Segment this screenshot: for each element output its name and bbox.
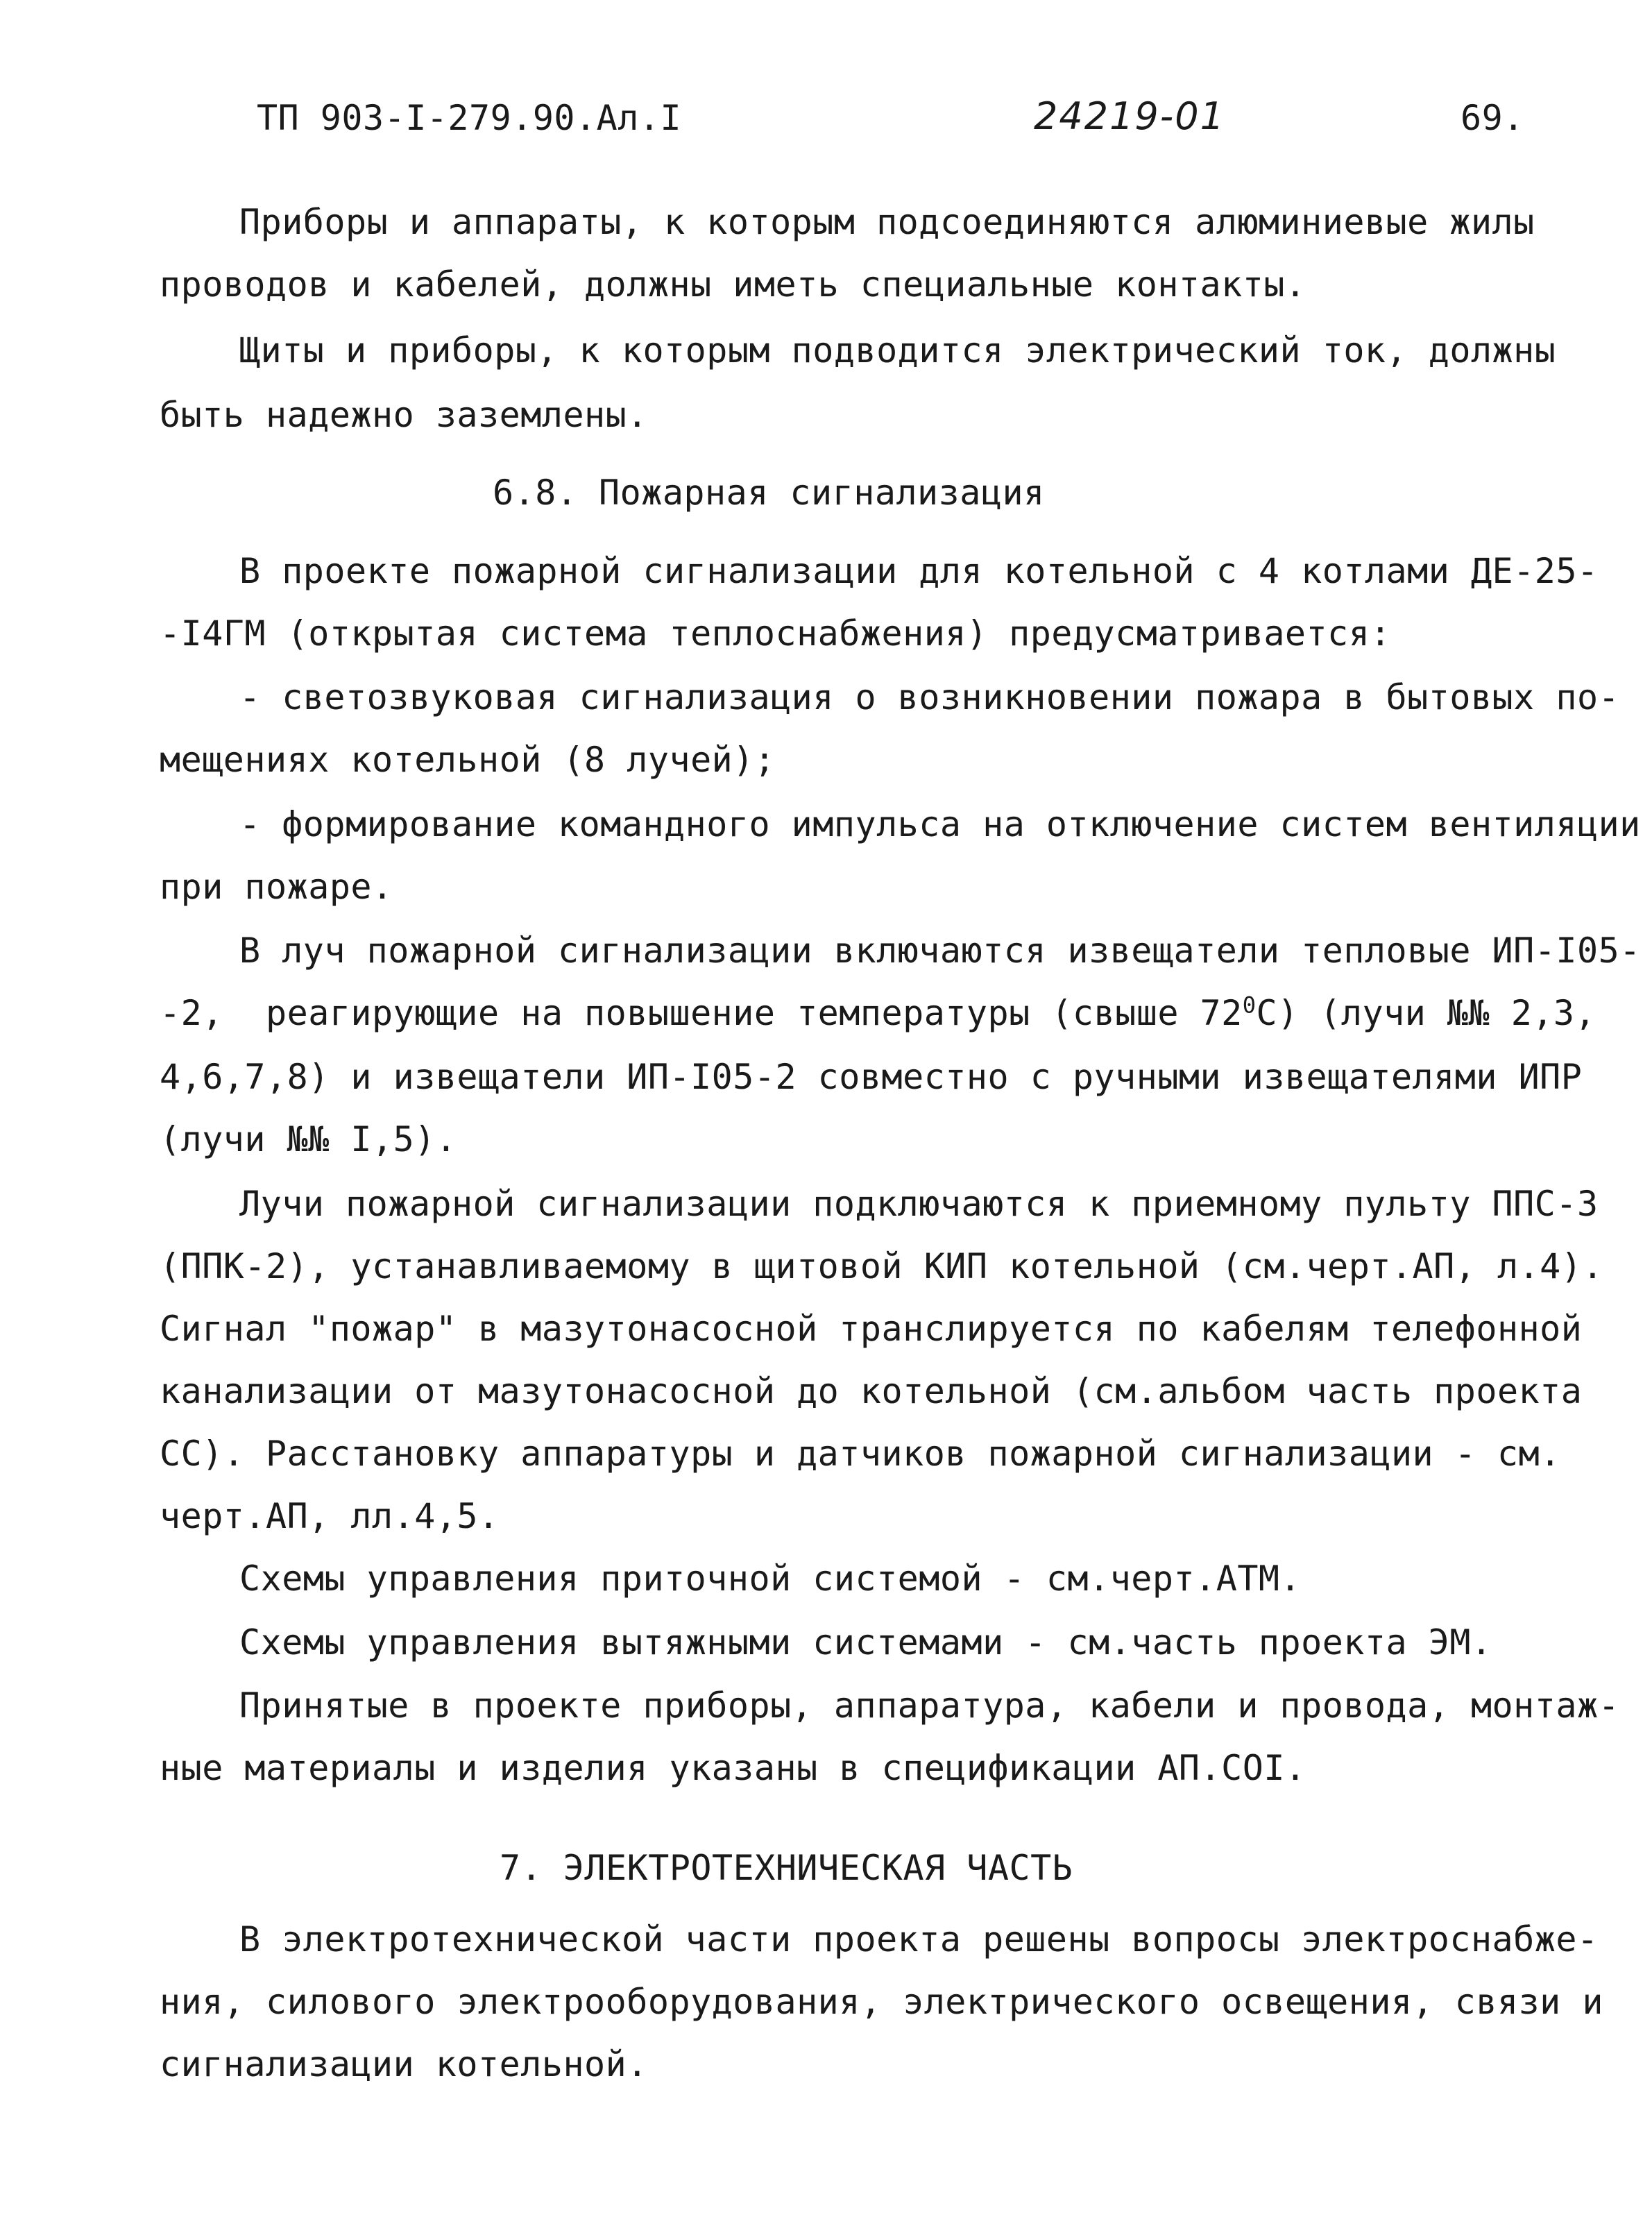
- text-line: быть надежно заземлены.: [160, 395, 648, 435]
- text-line: проводов и кабелей, должны иметь специальные контакты.: [160, 264, 1306, 305]
- page-number: 69.: [1461, 98, 1524, 138]
- text-line: СС). Расстановку аппаратуры и датчиков пожарной сигнализации - см.: [160, 1434, 1561, 1474]
- document-code: ТП 903-I-279.90.Ал.I: [257, 98, 682, 138]
- section-heading-6-8: 6.8. Пожарная сигнализация: [493, 473, 1045, 513]
- text-line: Схемы управления вытяжными системами - см.часть проекта ЭМ.: [239, 1622, 1492, 1663]
- text-segment: -2, реагирующие на повышение температуры (свыше 72: [160, 993, 1243, 1033]
- text-segment: С) (лучи №№ 2,3,: [1256, 993, 1596, 1033]
- text-line: -I4ГМ (открытая система теплоснабжения) предусматривается:: [160, 613, 1391, 654]
- text-line: (ППК-2), устанавливаемому в щитовой КИП котельной (см.черт.АП, л.4).: [160, 1246, 1603, 1286]
- degree-superscript: 0: [1242, 992, 1257, 1019]
- text-line: канализации от мазутонасосной до котельной (см.альбом часть проекта: [160, 1371, 1583, 1411]
- text-line: Приборы и аппараты, к которым подсоединяются алюминиевые жилы: [239, 202, 1535, 242]
- text-line: Сигнал "пожар" в мазутонасосной транслируется по кабелям телефонной: [160, 1309, 1583, 1349]
- text-line: Щиты и приборы, к которым подводится электрический ток, должны: [239, 330, 1556, 371]
- text-line: Схемы управления приточной системой - см.черт.АТМ.: [239, 1558, 1302, 1599]
- text-line: при пожаре.: [160, 867, 393, 907]
- text-line: - светозвуковая сигнализация о возникновении пожара в бытовых по-: [239, 677, 1620, 717]
- text-line: В электротехнической части проекта решены вопросы электроснабже-: [239, 1919, 1599, 1960]
- text-line: сигнализации котельной.: [160, 2044, 648, 2084]
- text-line: В луч пожарной сигнализации включаются извещатели тепловые ИП-I05-: [239, 930, 1641, 971]
- text-line: черт.АП, лл.4,5.: [160, 1496, 500, 1536]
- inventory-number: 24219-01: [1034, 94, 1225, 138]
- text-line: Принятые в проекте приборы, аппаратура, кабели и провода, монтаж-: [239, 1685, 1620, 1726]
- text-line: - формирование командного импульса на отключение систем вентиляции: [239, 804, 1641, 844]
- text-line: мещениях котельной (8 лучей);: [160, 740, 776, 780]
- section-heading-7: 7. ЭЛЕКТРОТЕХНИЧЕСКАЯ ЧАСТЬ: [500, 1848, 1073, 1888]
- text-line: ния, силового электрооборудования, электрического освещения, связи и: [160, 1982, 1603, 2022]
- text-line: В проекте пожарной сигнализации для котельной с 4 котлами ДЕ-25-: [239, 551, 1599, 591]
- text-line: [160, 992, 1596, 1034]
- text-line: ные материалы и изделия указаны в спецификации АП.СОI.: [160, 1748, 1306, 1788]
- text-line: Лучи пожарной сигнализации подключаются к приемному пульту ППС-3: [239, 1184, 1599, 1224]
- text-line: 4,6,7,8) и извещатели ИП-I05-2 совместно с ручными извещателями ИПР: [160, 1057, 1583, 1097]
- text-line: (лучи №№ I,5).: [160, 1119, 457, 1159]
